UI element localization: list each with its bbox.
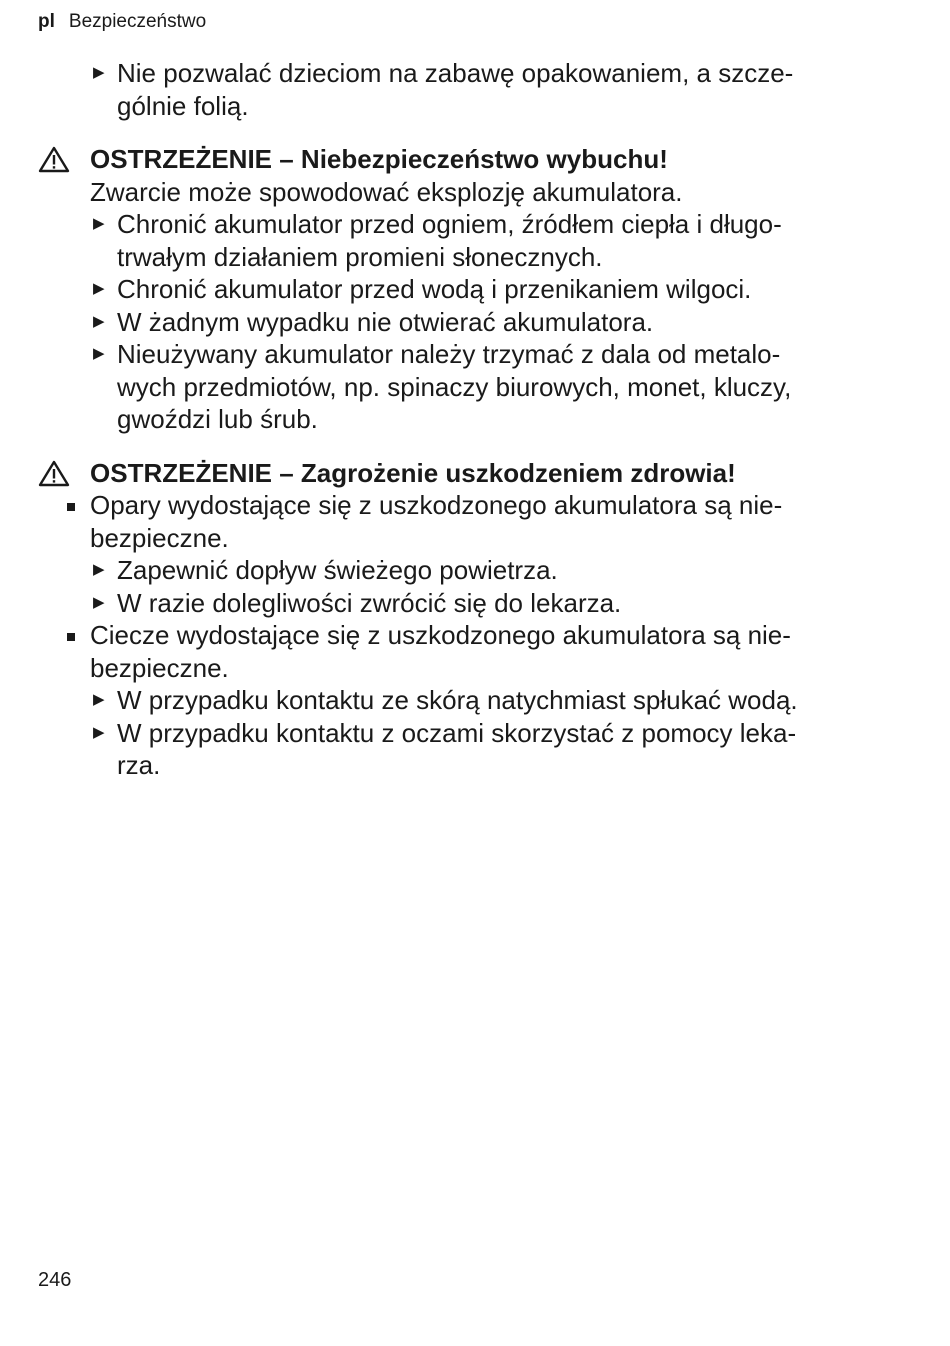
warning-explosion bbox=[38, 143, 898, 436]
triangle-right-icon: ▶ bbox=[93, 215, 105, 232]
language-code: pl bbox=[38, 11, 55, 32]
warning-title: OSTRZEŻENIE – Niebezpieczeństwo wybuchu! bbox=[90, 144, 668, 174]
triangle-right-icon: ▶ bbox=[93, 561, 105, 578]
document-body bbox=[38, 57, 898, 782]
warning-heading bbox=[38, 457, 898, 490]
step-item: ▶ W przypadku kontaktu ze skórą natychmiast spłukać wodą. bbox=[93, 685, 798, 715]
step-item: ▶ W przypadku kontaktu z oczami skorzystać z pomocy leka- bbox=[93, 717, 797, 748]
intro-step bbox=[38, 57, 898, 122]
square-bullet-icon bbox=[67, 503, 75, 511]
section-title: Bezpieczeństwo bbox=[68, 11, 207, 32]
square-bullet-icon bbox=[67, 633, 75, 641]
list-item: Ciecze wydostające się z uszkodzonego akumulatora są nie- bezpieczne. ▶ W przypadku kontaktu ze skórą natychmiast spłukać wodą. ▶ W przypadku kontaktu z oczami skorzystać z pomocy leka- rza. bbox=[38, 619, 898, 782]
triangle-right-icon: ▶ bbox=[93, 312, 105, 330]
step-item: ▶ W razie dolegliwości zwrócić się do lekarza. bbox=[93, 587, 622, 618]
triangle-right-icon: ▶ bbox=[93, 345, 105, 362]
warning-title: OSTRZEŻENIE – Zagrożenie uszkodzeniem zdrowia! bbox=[90, 457, 736, 488]
step-item: ▶ Nieużywany akumulator należy trzymać z dala od metalo- wych przedmiotów, np. spinaczy biurowych, monet, kluczy, gwoździ lub śrub. bbox=[93, 339, 792, 434]
page-header bbox=[38, 10, 206, 34]
step-item: ▶ Chronić akumulator przed ogniem, źródłem ciepła i długo- trwałym działaniem promieni słonecznych. bbox=[93, 209, 782, 272]
step-item: ▶ W żadnym wypadku nie otwierać akumulatora. bbox=[93, 306, 654, 337]
step-item: ▶ Zapewnić dopływ świeżego powietrza. bbox=[93, 555, 558, 585]
page-number: 246 bbox=[38, 1269, 72, 1291]
triangle-right-icon: ▶ bbox=[93, 280, 105, 297]
warning-triangle-icon bbox=[38, 460, 70, 487]
warning-triangle-icon bbox=[38, 146, 70, 173]
step-line: gólnie folią. bbox=[117, 90, 249, 121]
triangle-right-icon: ▶ bbox=[93, 593, 105, 611]
warning-heading bbox=[38, 143, 898, 176]
warning-health bbox=[38, 457, 898, 782]
triangle-right-icon: ▶ bbox=[93, 691, 105, 708]
list-item: Opary wydostające się z uszkodzonego akumulatora są nie- bezpieczne. ▶ Zapewnić dopływ świeżego powietrza. ▶ W razie dolegliwości zwrócić się do lekarza. bbox=[38, 489, 898, 619]
triangle-right-icon: ▶ bbox=[93, 723, 105, 741]
step-item: ▶ Chronić akumulator przed wodą i przenikaniem wilgoci. bbox=[93, 274, 752, 304]
step-line: ▶ Nie pozwalać dzieciom na zabawę opakowaniem, a szcze- bbox=[93, 58, 794, 88]
triangle-right-icon: ▶ bbox=[93, 64, 105, 81]
warning-description: Zwarcie może spowodować eksplozję akumulatora. bbox=[90, 176, 683, 207]
